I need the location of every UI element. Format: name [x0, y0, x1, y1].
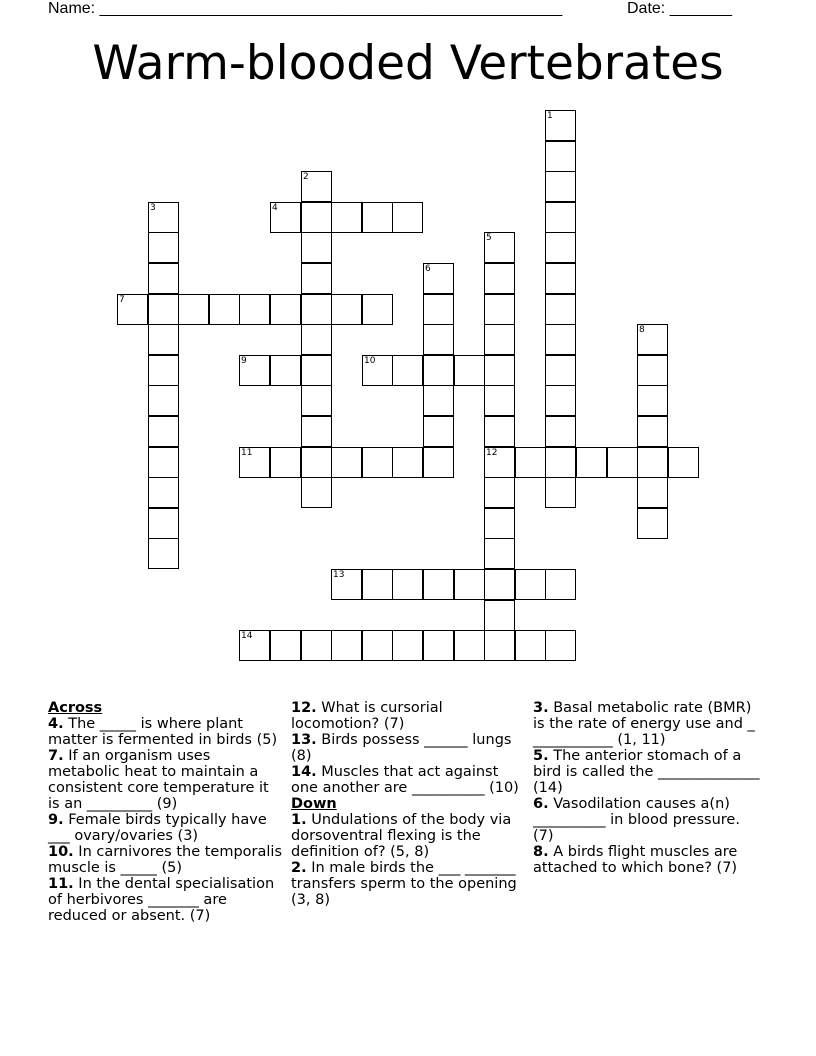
grid-cell[interactable] [515, 447, 546, 478]
grid-cell[interactable] [545, 569, 576, 600]
cell-number: 4 [272, 203, 278, 213]
grid-cell[interactable] [423, 263, 454, 294]
grid-cell[interactable] [331, 569, 362, 600]
cell-number: 3 [150, 203, 156, 213]
grid-cell[interactable] [301, 171, 332, 202]
grid-cell[interactable] [637, 447, 668, 478]
grid-cell[interactable] [637, 324, 668, 355]
grid-cell[interactable] [148, 232, 179, 263]
grid-cell[interactable] [392, 630, 423, 661]
grid-cell[interactable] [484, 385, 515, 416]
cell-number: 2 [303, 172, 309, 182]
clue-across-14: 14. Muscles that act against one another are __________ (10) [291, 764, 519, 796]
grid-cell[interactable] [454, 569, 485, 600]
grid-cell[interactable] [545, 477, 576, 508]
grid-cell[interactable] [362, 202, 393, 233]
grid-cell[interactable] [607, 447, 638, 478]
grid-cell[interactable] [515, 569, 546, 600]
grid-cell[interactable] [423, 294, 454, 325]
cell-number: 14 [241, 631, 253, 641]
grid-cell[interactable] [148, 447, 179, 478]
grid-cell[interactable] [301, 416, 332, 447]
grid-cell[interactable] [392, 447, 423, 478]
clue-down-3: 3. Basal metabolic rate (BMR) is the rate of energy use and _ ___________ (1, 11) [533, 700, 755, 748]
grid-cell[interactable] [484, 477, 515, 508]
grid-cell[interactable] [301, 324, 332, 355]
grid-cell[interactable] [454, 355, 485, 386]
grid-cell[interactable] [637, 355, 668, 386]
clues-column-1 [48, 700, 284, 924]
grid-cell[interactable] [331, 294, 362, 325]
grid-cell[interactable] [209, 294, 240, 325]
grid-cell[interactable] [545, 232, 576, 263]
grid-cell[interactable] [301, 385, 332, 416]
grid-cell[interactable] [576, 447, 607, 478]
grid-cell[interactable] [423, 385, 454, 416]
grid-cell[interactable] [148, 538, 179, 569]
cell-number: 13 [333, 570, 345, 580]
grid-cell[interactable] [362, 355, 393, 386]
grid-cell[interactable] [545, 171, 576, 202]
grid-cell[interactable] [423, 569, 454, 600]
grid-cell[interactable] [545, 324, 576, 355]
cell-number: 11 [241, 448, 253, 458]
grid-cell[interactable] [331, 202, 362, 233]
grid-cell[interactable] [545, 141, 576, 172]
grid-cell[interactable] [423, 324, 454, 355]
grid-cell[interactable] [331, 447, 362, 478]
grid-cell[interactable] [484, 263, 515, 294]
grid-cell[interactable] [484, 447, 515, 478]
cell-number: 9 [241, 356, 247, 366]
grid-cell[interactable] [392, 569, 423, 600]
grid-cell[interactable] [270, 447, 301, 478]
grid-cell[interactable] [484, 630, 515, 661]
grid-cell[interactable] [392, 355, 423, 386]
clues-column-2 [291, 700, 523, 908]
clue-across-4: 4. The _____ is where plant matter is fermented in birds (5) [48, 716, 278, 748]
grid-cell[interactable] [301, 477, 332, 508]
grid-cell[interactable] [301, 294, 332, 325]
grid-cell[interactable] [484, 416, 515, 447]
grid-cell[interactable] [484, 538, 515, 569]
clue-across-9: 9. Female birds typically have ___ ovary/ovaries (3) [48, 812, 267, 844]
grid-cell[interactable] [270, 355, 301, 386]
clue-across-12: 12. What is cursorial locomotion? (7) [291, 700, 443, 732]
grid-cell[interactable] [392, 202, 423, 233]
grid-cell[interactable] [362, 630, 393, 661]
across-heading: Across [48, 700, 103, 716]
grid-cell[interactable] [148, 508, 179, 539]
grid-cell[interactable] [423, 416, 454, 447]
grid-cell[interactable] [148, 477, 179, 508]
grid-cell[interactable] [484, 232, 515, 263]
grid-cell[interactable] [362, 294, 393, 325]
grid-cell[interactable] [301, 630, 332, 661]
grid-cell[interactable] [301, 202, 332, 233]
grid-cell[interactable] [148, 416, 179, 447]
cell-number: 5 [486, 233, 492, 243]
grid-cell[interactable] [270, 294, 301, 325]
clue-across-7: 7. If an organism uses metabolic heat to maintain a consistent core temperature it is an _________ (9) [48, 748, 269, 812]
grid-cell[interactable] [301, 447, 332, 478]
grid-cell[interactable] [148, 202, 179, 233]
grid-cell[interactable] [545, 110, 576, 141]
cell-number: 8 [639, 325, 645, 335]
grid-cell[interactable] [454, 630, 485, 661]
down-heading: Down [291, 796, 337, 812]
grid-cell[interactable] [545, 294, 576, 325]
clue-down-8: 8. A birds flight muscles are attached to which bone? (7) [533, 844, 738, 876]
grid-cell[interactable] [484, 600, 515, 631]
grid-cell[interactable] [331, 630, 362, 661]
date-field-label[interactable]: Date: _______ [627, 0, 732, 17]
grid-cell[interactable] [484, 569, 515, 600]
grid-cell[interactable] [362, 569, 393, 600]
name-field-label[interactable]: Name: ____________________________________________________ [48, 0, 563, 17]
grid-cell[interactable] [484, 508, 515, 539]
grid-cell[interactable] [270, 202, 301, 233]
cell-number: 12 [486, 448, 498, 458]
grid-cell[interactable] [239, 355, 270, 386]
grid-cell[interactable] [148, 355, 179, 386]
grid-cell[interactable] [637, 416, 668, 447]
clue-across-11: 11. In the dental specialisation of herbivores _______ are reduced or absent. (7) [48, 876, 275, 924]
grid-cell[interactable] [423, 630, 454, 661]
grid-cell[interactable] [637, 477, 668, 508]
grid-cell[interactable] [484, 355, 515, 386]
grid-cell[interactable] [301, 263, 332, 294]
grid-cell[interactable] [545, 630, 576, 661]
grid-cell[interactable] [117, 294, 148, 325]
grid-cell[interactable] [362, 447, 393, 478]
grid-cell[interactable] [545, 355, 576, 386]
grid-cell[interactable] [545, 416, 576, 447]
grid-cell[interactable] [637, 508, 668, 539]
clues-column-3 [533, 700, 765, 876]
grid-cell[interactable] [545, 263, 576, 294]
grid-cell[interactable] [301, 355, 332, 386]
grid-cell[interactable] [423, 447, 454, 478]
grid-cell[interactable] [484, 294, 515, 325]
grid-cell[interactable] [668, 447, 699, 478]
cell-number: 7 [119, 295, 125, 305]
grid-cell[interactable] [484, 324, 515, 355]
clue-across-13: 13. Birds possess ______ lungs (8) [291, 732, 512, 764]
grid-cell[interactable] [148, 385, 179, 416]
grid-cell[interactable] [301, 232, 332, 263]
grid-cell[interactable] [423, 355, 454, 386]
cell-number: 10 [364, 356, 376, 366]
grid-cell[interactable] [545, 385, 576, 416]
cell-number: 1 [547, 111, 553, 121]
grid-cell[interactable] [148, 294, 179, 325]
cell-number: 6 [425, 264, 431, 274]
clue-down-6: 6. Vasodilation causes a(n) __________ in blood pressure. (7) [533, 796, 740, 844]
grid-cell[interactable] [239, 630, 270, 661]
grid-cell[interactable] [148, 324, 179, 355]
clue-down-1: 1. Undulations of the body via dorsoventral flexing is the definition of? (5, 8) [291, 812, 512, 860]
page-title: Warm-blooded Vertebrates [92, 36, 724, 91]
grid-cell[interactable] [637, 385, 668, 416]
grid-cell[interactable] [515, 630, 546, 661]
grid-cell[interactable] [545, 202, 576, 233]
grid-cell[interactable] [270, 630, 301, 661]
grid-cell[interactable] [239, 294, 270, 325]
grid-cell[interactable] [148, 263, 179, 294]
grid-cell[interactable] [545, 447, 576, 478]
clue-down-5: 5. The anterior stomach of a bird is called the ______________ (14) [533, 748, 760, 796]
grid-cell[interactable] [239, 447, 270, 478]
clue-across-10: 10. In carnivores the temporalis muscle is _____ (5) [48, 844, 283, 876]
grid-cell[interactable] [178, 294, 209, 325]
clue-down-2: 2. In male birds the ___ _______ transfers sperm to the opening (3, 8) [291, 860, 517, 908]
